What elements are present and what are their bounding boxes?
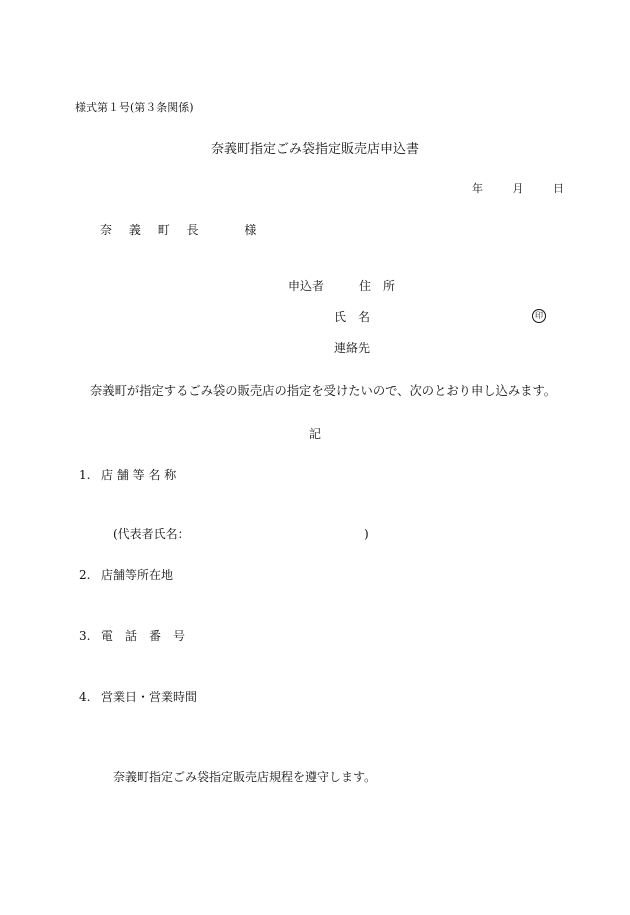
addressee: [100, 224, 256, 236]
addressee-char: 町: [157, 223, 170, 237]
ki-heading: 記: [308, 427, 321, 441]
date-field: [472, 183, 564, 194]
store-location-label: 店舗等所在地: [101, 568, 174, 582]
name-label: 氏 名: [334, 310, 371, 324]
item-number: 1.: [79, 468, 91, 482]
application-statement: 奈義町が指定するごみ袋の販売店の指定を受けたいので、次のとおり申し込みます。: [90, 384, 557, 398]
date-day-label: 日: [553, 182, 564, 195]
addressee-char: 奈: [100, 223, 113, 237]
form-id: 様式第１号(第３条関係): [75, 101, 194, 114]
item-number: 2.: [79, 568, 91, 582]
compliance-pledge: 奈義町指定ごみ袋指定販売店規程を遵守します。: [113, 770, 377, 784]
phone-number-label: 電 話 番 号: [101, 629, 186, 643]
document-title: 奈義町指定ごみ袋指定販売店申込書: [210, 142, 419, 157]
addressee-char: 長: [186, 223, 199, 237]
date-month-label: 月: [512, 182, 524, 195]
addressee-honorific: 様: [244, 223, 257, 237]
store-name-label: 店 舗 等 名 称: [101, 468, 177, 482]
contact-label: 連絡先: [334, 341, 371, 355]
item-number: 4.: [79, 690, 91, 704]
address-label: 住 所: [359, 279, 396, 293]
representative-name-close: ): [364, 527, 369, 541]
business-hours-label: 営業日・営業時間: [101, 690, 198, 704]
addressee-char: 義: [128, 223, 141, 237]
applicant-label: 申込者: [288, 279, 325, 293]
item-number: 3.: [79, 629, 91, 643]
seal-mark: 印: [532, 309, 546, 323]
representative-name-label: (代表者氏名：: [113, 527, 190, 541]
date-year-label: 年: [472, 182, 483, 195]
